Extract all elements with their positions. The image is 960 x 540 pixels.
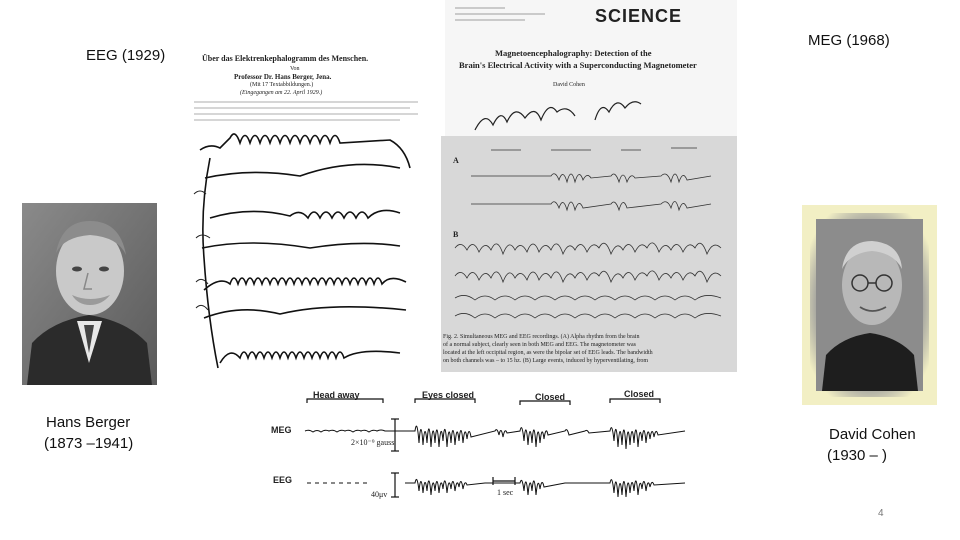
label-eyes-closed: Eyes closed [422, 390, 475, 400]
label-eeg-scale: 40μv [371, 490, 388, 499]
hans-berger-photo [22, 203, 157, 385]
label-closed-1: Closed [535, 392, 566, 402]
meg-heading: MEG (1968) [808, 32, 890, 49]
berger-paper-figures: (Mit 17 Textabbildungen.) [250, 82, 314, 88]
label-head-away: Head away [313, 390, 360, 400]
eeg-heading: EEG (1929) [86, 47, 166, 64]
berger-handwritten-traces [190, 98, 422, 380]
label-eeg-channel: EEG [273, 475, 293, 485]
science-author: David Cohen [553, 82, 585, 88]
berger-paper-by: Von [290, 66, 300, 72]
hans-berger-portrait [22, 203, 157, 385]
science-panel-b-label: B [453, 230, 459, 239]
label-time-scale: 1 sec [497, 488, 514, 497]
berger-paper-author: Professor Dr. Hans Berger, Jena. [234, 73, 332, 81]
science-title-line1: Magnetoencephalography: Detection of the [495, 48, 652, 58]
cohen-years: (1930 – ) [827, 447, 888, 464]
science-caption-line2: of a normal subject, clearly seen in both MEG and EEG. The magnetometer was [443, 342, 636, 348]
berger-paper-scan [190, 40, 422, 380]
science-figure-panel [441, 136, 737, 372]
label-closed-2: Closed [624, 389, 655, 399]
science-caption-line4: on both channels was – to 15 hz. (B) Large events, induced by hyperventilating, from [443, 358, 649, 364]
science-title-line2: Brain's Electrical Activity with a Superconducting Magnetometer [459, 60, 697, 70]
science-page-marks [445, 0, 737, 136]
meg-eeg-recording-figure [265, 385, 690, 505]
science-paper-scan [445, 0, 737, 136]
label-meg-channel: MEG [271, 425, 292, 435]
david-cohen-portrait [802, 205, 937, 405]
berger-paper-title: Über das Elektrenkephalogramm des Menschen. [202, 54, 369, 63]
science-journal-name: SCIENCE [595, 6, 683, 26]
berger-paper-received: (Eingegangen am 22. April 1929.) [240, 90, 323, 96]
cohen-name: David Cohen [829, 426, 916, 443]
berger-years: (1873 –1941) [44, 435, 134, 452]
david-cohen-photo [802, 205, 937, 405]
meg-eeg-traces [265, 385, 690, 505]
science-caption-line3: located at the left occipital region, as were the bipolar set of EEG leads. The bandwidth [443, 350, 653, 356]
science-panel-a-label: A [453, 156, 459, 165]
label-meg-scale: 2×10⁻⁹ gauss [351, 438, 395, 447]
page-number: 4 [878, 508, 884, 519]
science-caption-line1: Fig. 2. Simultaneous MEG and EEG recordings. (A) Alpha rhythm from the brain [443, 334, 640, 340]
berger-name: Hans Berger [46, 414, 131, 431]
